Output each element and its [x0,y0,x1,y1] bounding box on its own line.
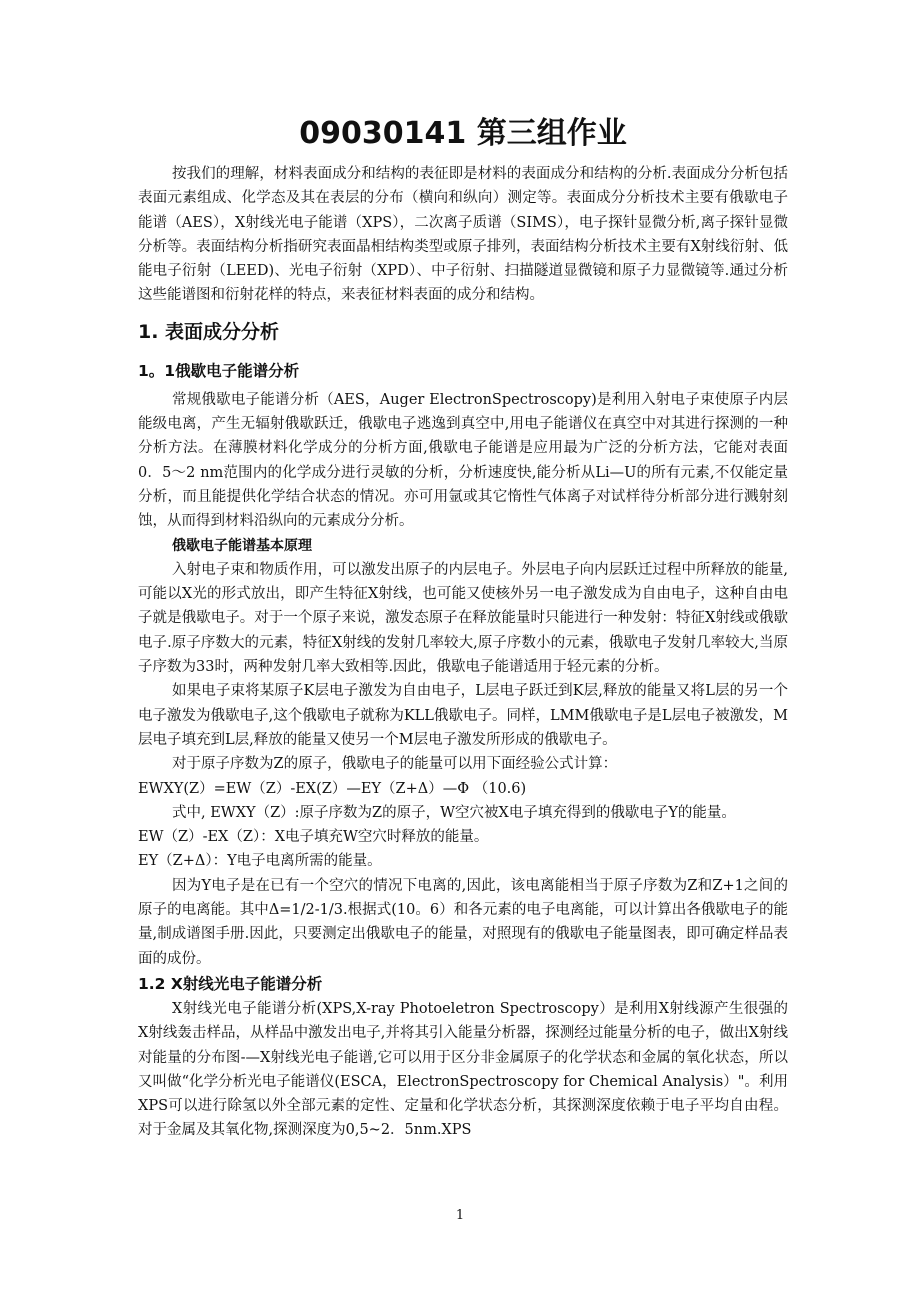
auger-energy-formula: EWXY(Z）=EW（Z）-EX(Z）—EY（Z+Δ）—Φ （10.6) [138,780,527,797]
ew-ex-description: EW（Z）-EX（Z）：X电子填充W空穴时释放的能量。 [138,829,489,846]
principle-paragraph-4: 因为Y电子是在已有一个空穴的情况下电离的,因此，该电离能相当于原子序数为Z和Z+1之间的原子的电离能。其中Δ=1/2-1/3.根据式(10。6）和各元素的电子电离能，可以计算出各俄歇电子的能量,制成谱图手册.因此，只要测定出俄歇电子的能量，对照现有的俄歇电子能量图表，即可确定样品表面的成份。 [138,877,788,967]
intro-paragraph: 按我们的理解，材料表面成分和结构的表征即是材料的表面成分和结构的分析.表面成分分析包括表面元素组成、化学态及其在表层的分布（横向和纵向）测定等。表面成分分析技术主要有俄歇电子能谱（AES），X射线光电子能谱（XPS），二次离子质谱（SIMS），电子探针显微分析,离子探针显微分析等。表面结构分析指研究表面晶相结构类型或原子排列，表面结构分析技术主要有X射线衍射、低能电子衍射（LEED)、光电子衍射（XPD）、中子衍射、扫描隧道显微镜和原子力显微镜等.通过分析这些能谱图和衍射花样的特点，来表征材料表面的成分和结构。 [138,166,788,304]
subsection-1-1-heading: 1。1俄歇电子能谱分析 [138,361,300,380]
principle-paragraph-2: 如果电子束将某原子K层电子激发为自由电子，L层电子跃迁到K层,释放的能量又将L层的另一个电子激发为俄歇电子,这个俄歇电子就称为KLL俄歇电子。同样，LMM俄歇电子是L层电子被激发，M层电子填充到L层,释放的能量又使另一个M层电子激发所形成的俄歇电子。 [138,683,788,748]
document-title: 09030141 第三组作业 [299,116,627,151]
ey-description: EY（Z+Δ）：Y电子电离所需的能量。 [138,853,382,870]
page-number: 1 [455,1208,465,1223]
formula-description: 式中, EWXY（Z）:原子序数为Z的原子，W空穴被X电子填充得到的俄歇电子Y的能量。 [172,804,736,821]
principle-heading: 俄歇电子能谱基本原理 [172,537,312,554]
principle-paragraph-1: 入射电子束和物质作用，可以激发出原子的内层电子。外层电子向内层跃迁过程中所释放的能量,可能以X光的形式放出，即产生特征X射线，也可能又使核外另一电子激发成为自由电子，这种自由电子就是俄歇电子。对于一个原子来说，激发态原子在释放能量时只能进行一种发射：特征X射线或俄歇电子.原子序数大的元素，特征X射线的发射几率较大,原子序数小的元素，俄歇电子发射几率较大,当原子序数为33时，两种发射几率大致相等.因此，俄歇电子能谱适用于轻元素的分析。 [138,561,788,676]
subsection-1-2-heading: 1.2 X射线光电子能谱分析 [138,974,323,993]
xps-paragraph: X射线光电子能谱分析(XPS,X-ray Photoeletron Spectroscopy）是利用X射线源产生很强的X射线轰击样品，从样品中激发出电子,并将其引入能量分析器，探测经过能量分析的电子，做出X射线对能量的分布图-—X射线光电子能谱,它可以用于区分非金属原子的化学状态和金属的氧化状态，所以又叫做“化学分析光电子能谱仪(ESCA，ElectronSpectroscopy for Chemical Analysis）"。利用XPS可以进行除氢以外全部元素的定性、定量和化学状态分析，其探测深度依赖于电子平均自由程。对于金属及其氧化物,探测深度为0,5~2．5nm.XPS [138,1000,788,1139]
aes-paragraph: 常规俄歇电子能谱分析（AES，Auger ElectronSpectroscopy)是利用入射电子束使原子内层能级电离，产生无辐射俄歇跃迁，俄歇电子逃逸到真空中,用电子能谱仪在真空中对其进行探测的一种分析方法。在薄膜材料化学成分的分析方面,俄歇电子能谱是应用最为广泛的分析方法，它能对表面0．5～2 nm范围内的化学成分进行灵敏的分析，分析速度快,能分析从Li—U的所有元素,不仅能定量分析，而且能提供化学结合状态的情况。亦可用氩或其它惰性气体离子对试样待分析部分进行溅射刻蚀，从而得到材料沿纵向的元素成分分析。 [138,391,788,530]
principle-paragraph-3: 对于原子序数为Z的原子，俄歇电子的能量可以用下面经验公式计算： [172,756,618,773]
page-content [138,112,788,1143]
section-1-heading: 1. 表面成分分析 [138,320,280,343]
